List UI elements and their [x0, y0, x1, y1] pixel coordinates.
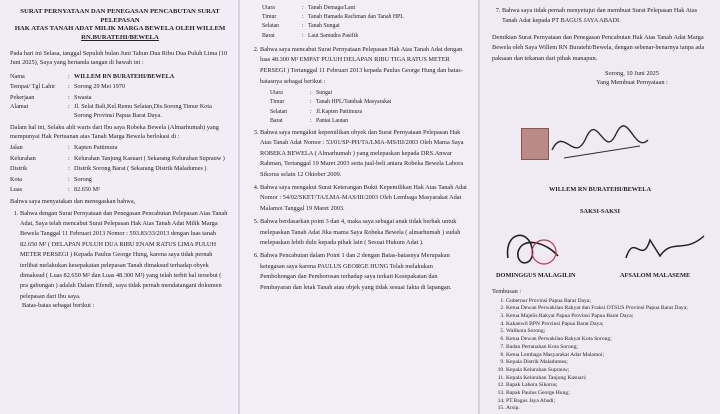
list-item: 2. Bahwa saya mencabut Surat Pernyataan Pelepasan Hak Atas Tanah Adat dengan luas 48.300 M² EMPAT PULUH DELAPAN RIBU TIGA RATUS METER PERSEGI ) Tertanggal 11 Februari 2013 kepada Paulus George Hung dan batas-batasnya sebagai berikut : [260, 45, 470, 87]
tembusan-item: 13. Bapak Paulus George Hung; [506, 390, 712, 398]
field-label: Kelurahan [10, 154, 36, 162]
tembusan-item: 5. Walikota Sorong; [506, 328, 712, 336]
tembusan-item: 15. Arsip. [506, 405, 712, 413]
tembusan-item: 10. Kepala Kelurahan Suprauw; [506, 367, 712, 375]
intro-paragraph: Pada hari ini Selasa, tanggal Sepuluh bulan Juni Tahun Dua Ribu Dua Puluh Lima (10 Juni 2025), Saya yang bertanda tangan di bawah ini : [10, 50, 228, 66]
boundary-row: Utara : Tanah Demaga/Laut [262, 4, 470, 13]
boundary-value: Tanah Demaga/Laut [308, 5, 356, 11]
boundary-value: Tanah Sungai [308, 23, 340, 30]
tembusan-item: 1. Gubernur Provinsi Papua Barat Daya; [506, 298, 712, 306]
witness-title: SAKSI-SAKSI [580, 208, 620, 215]
field-value: Kelurahan Tanjung Kasuari ( Sekarang Kelurahan Suprauw ) [74, 154, 225, 162]
boundary-row: Selatan : Tanah Sungai [262, 22, 470, 31]
boundary-label: Timur [270, 99, 285, 106]
boundary-value: Sungai [316, 90, 333, 97]
list-item: 3. Bahwa saya mengakui kepemilikan obyek dan Surat Pernyataan Pelepasan Hak Atas Tanah Adat Nomor : 53/01/SP-PH/TA/LMA-MS/III/2003 Oleh Mama Saya ROBEKA BEWELA ( Almarhumah ) yang melepaskan kepada DRS.Anwar Rahman, Tertanggal 19 Maret 2003 serta jual-beli antara Robeka Bewela Labora Sikorus selain 12 Oktober 2009. [260, 128, 470, 180]
field-label: Kota [10, 175, 23, 183]
list-item: 1. Bahwa dengan Surat Pernyataan dan Penegasan Pencabutan Pelepasan Atas Tanah Adat, Saya telah mencabut Surat Pelepasan Hak Atas Tanah Adat Milik Marga Bewela Tanggal 11 Februari 2013 Nomor : 593.83/33/2013 dengan luas tanah 82.650 M² ( DELAPAN PULUH DUA RIBU ENAM RATUS LIMA PULUH METER PERSEGI ) Kepada Paulus George Hung, karena saya tidak pernah terlibat melakukan kesepakatan pelepasan Tanah dimaksud terhadap obyek dimaksud ( Luas 82.650 M² dan Luas 48.300 M²) yang telah terbit hal tersebut ( pra gabungan ) adalah Dalam Efendi, saya tidak pernah mendatangani dokumen pelepasan dari Ibu saya. [20, 209, 230, 303]
doc-title-line-1: SURAT PERNYATAAN DAN PENEGASAN PENCABUTAN SURAT PELEPASAN [20, 8, 220, 24]
field-value: Sorong [74, 175, 92, 183]
tembusan-item: 2. Ketua Dewan Perwakilan Rakyat dan Fraksi OTSUS Provinsi Papua Barat Daya; [506, 305, 712, 313]
boundary-label: Barat [262, 32, 275, 39]
boundary-value: Tanah Hamada Rachman dan Tanah HPL [308, 14, 404, 21]
witness-left-name: DOMINGGUS MALAGILIN [496, 272, 576, 279]
boundary-label: Selatan [270, 108, 288, 115]
boundary-row: Barat : Laut Samudra Pasifik [262, 32, 470, 41]
field-value: Distrik Sorong Barat ( Sekarang Distrik Maladumes ) [74, 165, 207, 173]
boundary-value: Laut Samudra Pasifik [308, 32, 359, 39]
doc-title-line-3: RN.BURATEHI/BEWELA [81, 33, 159, 41]
tembusan-title: Tembusan : [492, 288, 522, 295]
field-label: Tempat/ Tgl Lahir [10, 83, 56, 91]
field-label: Nama [10, 72, 25, 80]
boundary-value: Pantai Lautan [316, 117, 349, 124]
list-item: 4. Bahwa saya mengakui Surat Keterangan Bukti Kepemilikan Hak Atas Tanah Adat Nomor : 54/02/SKET/TA/LMA-MAS/III/2003 Oleh Lembaga Masyarakat Adat Malamoi Tanggal 19 Maret 2003. [260, 183, 470, 214]
signer-name: WILLEM RN BURATEHI/BEWELA [548, 186, 652, 193]
signature-witness-right [620, 226, 710, 270]
field-label: Alamat [10, 103, 29, 111]
field-value: Swasta [74, 93, 92, 101]
tembusan-item: 7. Badan Pertanahan Kota Sorong; [506, 344, 712, 352]
signature-witness-left [498, 222, 578, 274]
list-item: 6. Bahwa Pencabutan dalam Point 1 dan 2 dengan Batas-batasnya Merupakan ketegasan saya karena PAULUS GEORGE HUNG Telah melakukan Pembohongan dan Pemborosan terhadap saya terkait Kesepakatan dan Pembayaran dan letak Tanah atau objek yang tidak sesuai fakta di lapangan. [260, 251, 470, 293]
field-nama: Nama : WILLEM RN BURATEHI/BEWELA [10, 72, 230, 83]
place-date: Sorong, 10 Juni 2025 [605, 70, 659, 78]
boundary-intro: Batas-batas sebagai berikut : [22, 302, 95, 310]
tembusan-item: 9. Kepala Distrik Maladumes; [506, 359, 712, 367]
list-item: 7. Bahwa saya tidak pernah menyetujui dan membuat Surat Pelepasan Hak Atas Tanah Adat kepada PT BAGUS JAYA ABADI. [502, 6, 712, 27]
para-heir: Dalam hal ini, Selaku ahli waris dari Ibu saya Robeka Bewela (Almarhumah) yang mempunyai Hak Pertuanan atas Tanah Marga Bewela berlokasi di : [10, 124, 219, 140]
tembusan-item: 3. Ketua Majelis Rakyat Papua Provinsi Papua Barat Daya; [506, 313, 712, 321]
loc-kota: Kota : Sorong [10, 175, 230, 186]
boundary-label: Utara [262, 5, 275, 11]
field-pekerjaan: Pekerjaan : Swasta [10, 93, 230, 104]
boundary-value: Jl.Kapten Pattimura [316, 108, 363, 115]
boundary-label: Utara [270, 90, 283, 97]
tembusan-item: 8. Ketua Lembaga Masyarakat Adat Malamoi; [506, 352, 712, 360]
tembusan-item: 4. Kakanwil BPN Provinsi Papua Barat Daya; [506, 321, 712, 329]
field-value: Sorong 29 Mei 1970 [74, 83, 126, 91]
tembusan-list [492, 298, 712, 414]
loc-kelurahan: Kelurahan : Kelurahan Tanjung Kasuari ( Sekarang Kelurahan Suprauw ) [10, 154, 230, 165]
boundary-label: Selatan [262, 23, 280, 30]
statement-list-4 [492, 6, 712, 27]
boundary-value: Tanah HPL/Tambak Masyarakat [316, 99, 392, 106]
field-label: Pekerjaan [10, 93, 35, 101]
boundary-row: Utara : Sungai [270, 89, 470, 98]
list-item: 5. Bahwa berdasarkan point 3 dan 4, maka saya sebagai anak tidak berhak untuk melepaskan Tanah Adat Jika mama Saya Robeka Bewela ( almarhumah ) sudah melepaskan lebih dulu kepada pihak lain ( Sesuai Hukum Adat ). [260, 217, 470, 248]
boundaries-mid [258, 89, 470, 126]
doc-title-line-2: HAK ATAS TANAH ADAT MILIK MARGA BEWELA OLEH WILLEM [14, 25, 226, 33]
field-value: WILLEM RN BURATEHI/BEWELA [74, 72, 175, 80]
statement-list-3 [250, 128, 470, 293]
boundary-row: Timur : Tanah Hamada Rachman dan Tanah HPL [262, 13, 470, 22]
field-label: Distrik [10, 165, 28, 173]
tembusan-block [492, 288, 712, 413]
tembusan-item: 14. PT.Bagus Jaya Abadi; [506, 398, 712, 406]
boundary-row: Timur : Tanah HPL/Tambak Masyarakat [270, 98, 470, 107]
signer-caption: Yang Membuat Pernyataan : [596, 78, 668, 86]
field-label: Jalan [10, 144, 23, 152]
page-3 [480, 0, 720, 414]
boundary-label: Timur [262, 14, 277, 21]
field-alamat: Alamat : Jl. Selat Bali,Kel.Remu Selatan,Dis.Sorong Timur Kota Sorong Provinsi Papua Barat Daya. [10, 103, 230, 120]
boundary-row: Selatan : Jl.Kapten Pattimura [270, 108, 470, 117]
closing-paragraph: Demikian Surat Pernyataan dan Penegasan Pencabutan Hak Atas Tanah Adat Marga Bewela oleh Saya Willem RN Buratehi/Bewela, dengan sebenar-benarnya tanpa ada paksaan dan tekanan dari pihak manapun. [492, 33, 705, 62]
field-value: Jl. Selat Bali,Kel.Remu Selatan,Dis.Sorong Timur Kota Sorong Provinsi Papua Barat Daya. [74, 103, 212, 119]
page-2 [240, 0, 478, 414]
tembusan-item: 11. Kepala Kelurahan Tanjung Kasuari; [506, 375, 712, 383]
loc-luas: Luas : 82.650 M² [10, 185, 230, 196]
signature-willem [544, 120, 654, 170]
para-statement: Bahwa saya menyatakan dan menegaskan bahwa, [10, 197, 136, 205]
tembusan-item: 6. Ketua Dewan Perwakilan Rakyat Kota Sorong; [506, 336, 712, 344]
boundary-row: Barat : Pantai Lautan [270, 117, 470, 126]
witness-right-name: AFSALOM MALASEME [620, 272, 691, 279]
tembusan-item: 12. Bapak Labora Sikorus; [506, 382, 712, 390]
field-value: 82.650 M² [74, 186, 100, 194]
statement-list [10, 209, 230, 303]
loc-distrik: Distrik : Distrik Sorong Barat ( Sekarang Distrik Maladumes ) [10, 164, 230, 175]
page-1 [0, 0, 238, 414]
boundary-label: Barat [270, 117, 283, 124]
loc-jalan: Jalan : Kapten Pattimura [10, 143, 230, 154]
field-label: Luas [10, 186, 23, 194]
field-value: Kapten Pattimura [74, 144, 118, 152]
field-ttl: Tempat/ Tgl Lahir : Sorong 29 Mei 1970 [10, 82, 230, 93]
statement-list-2 [250, 45, 470, 87]
boundaries-top [250, 4, 470, 41]
